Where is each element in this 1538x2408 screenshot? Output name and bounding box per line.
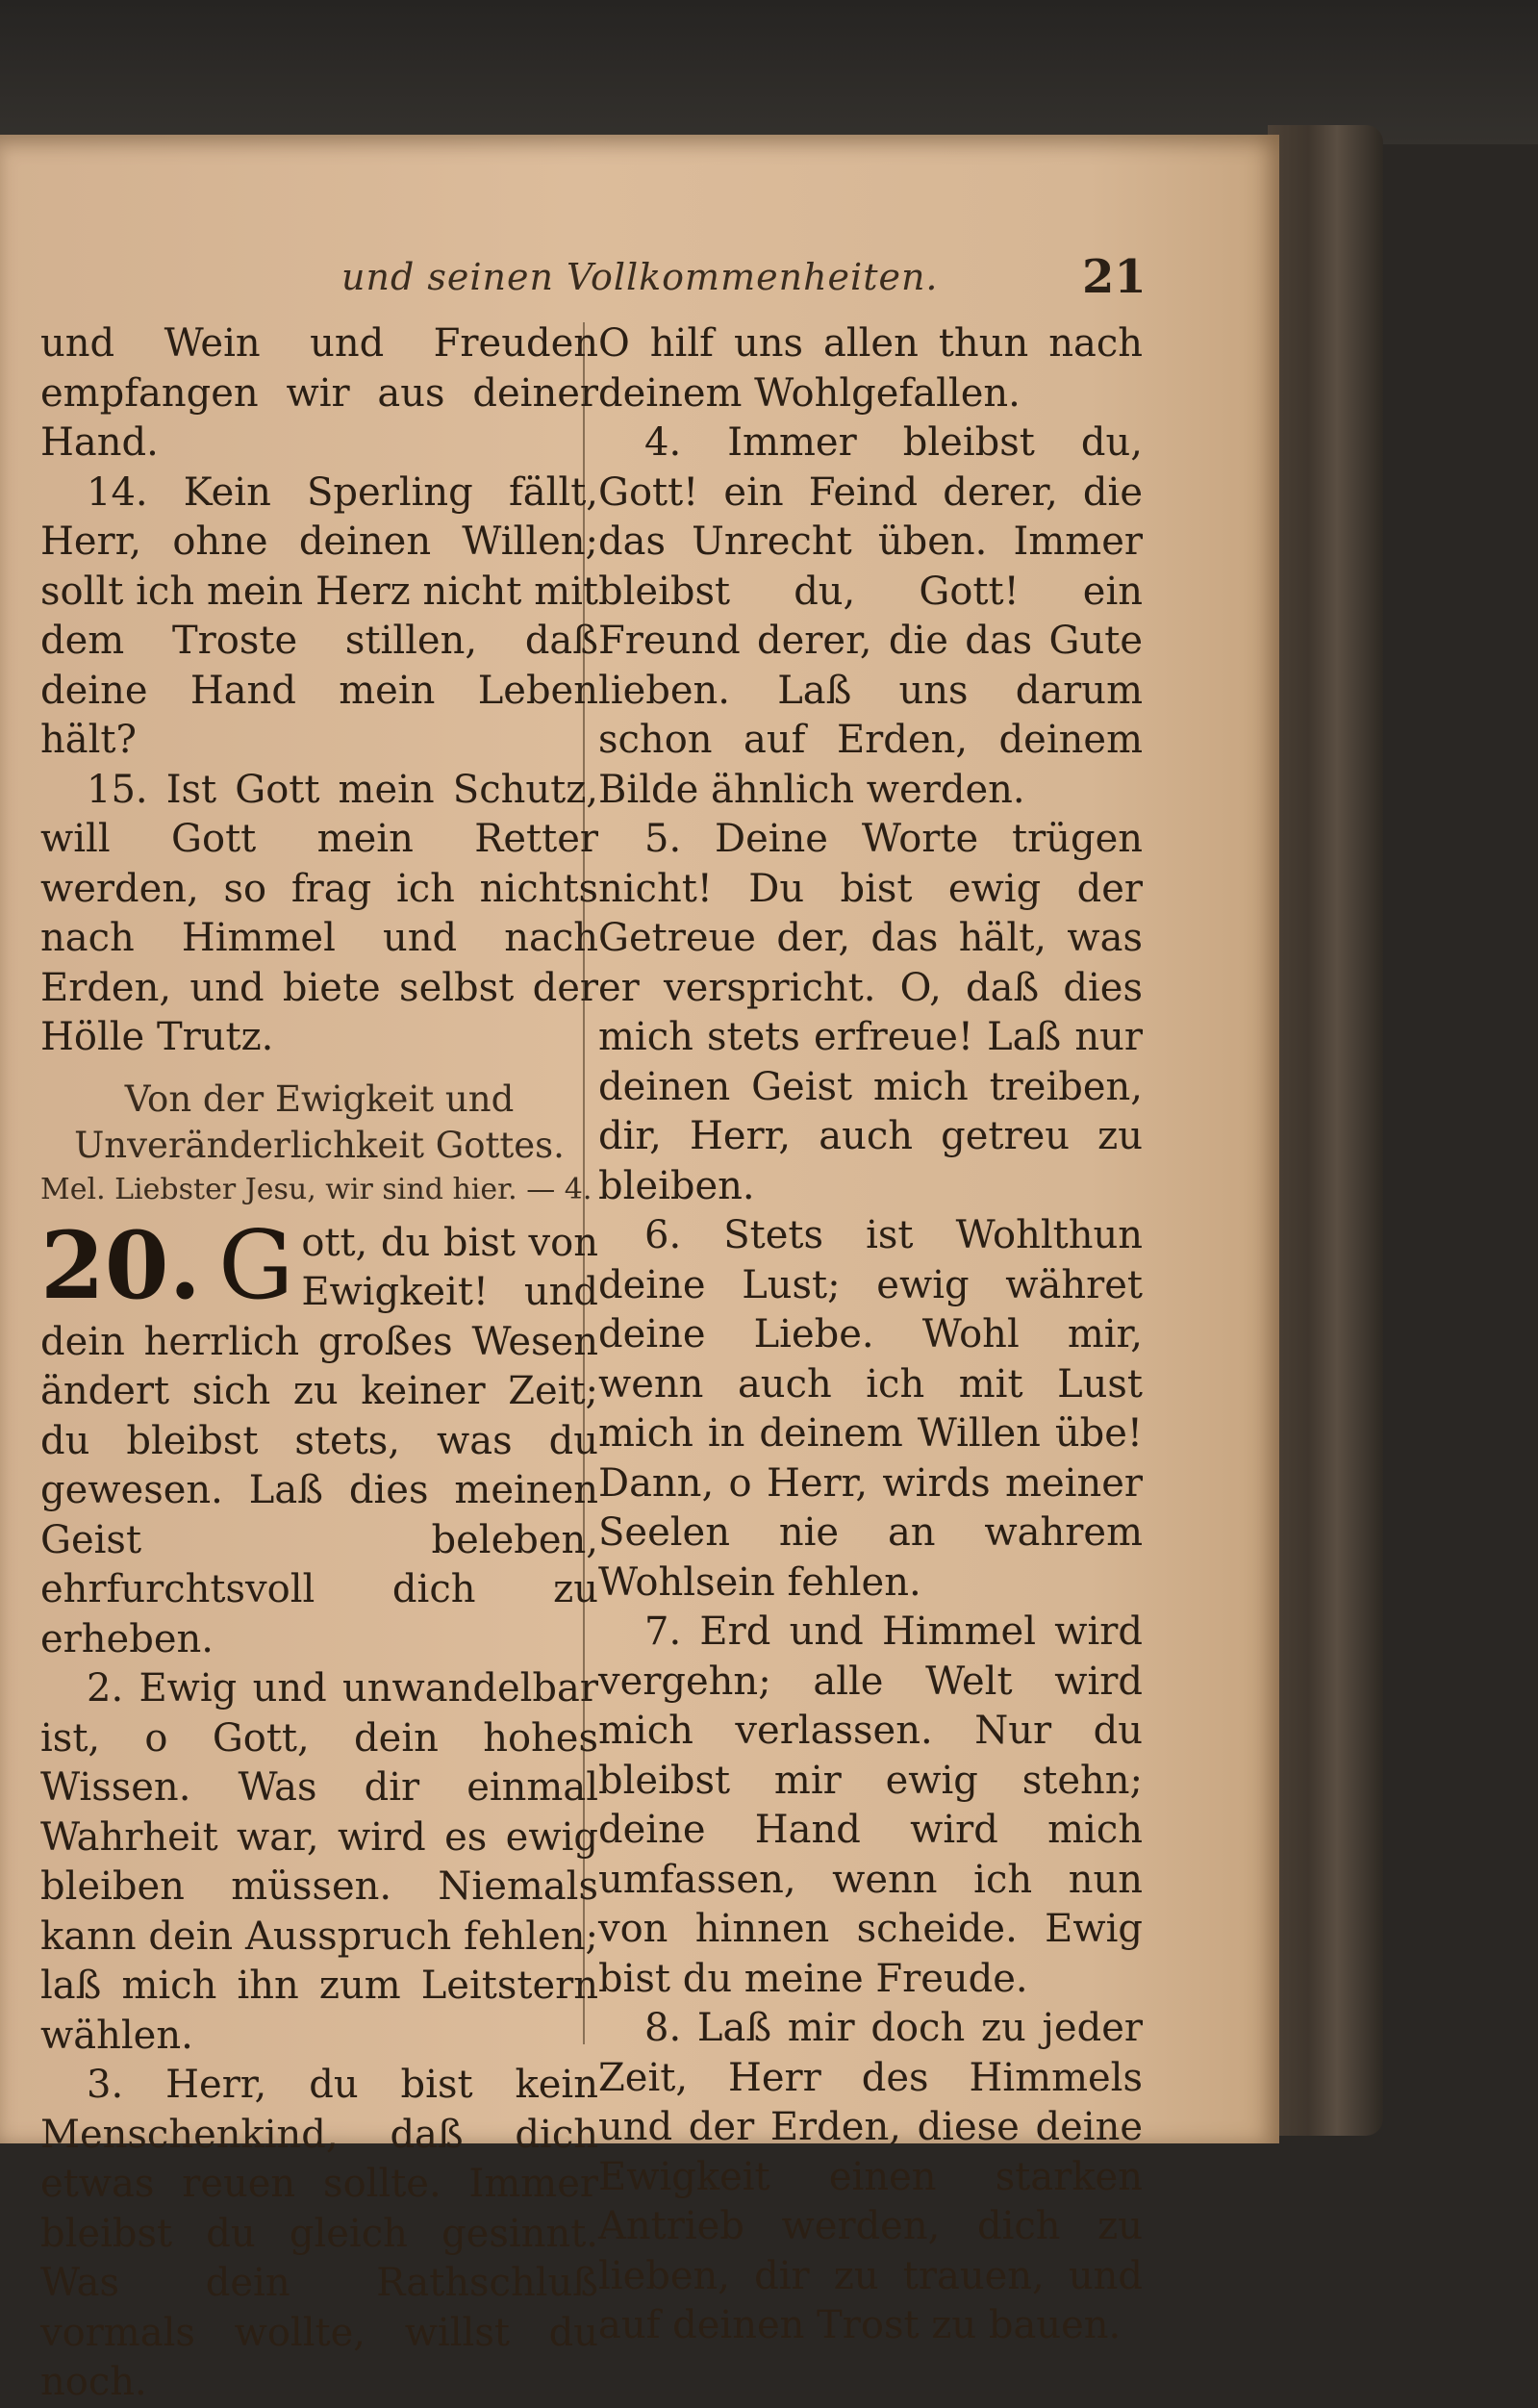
book-spine-edge	[1268, 125, 1383, 2136]
right-column	[598, 319, 1143, 2351]
left-column	[40, 319, 598, 2408]
drop-cap: G	[218, 1210, 294, 1321]
hymn-20-start	[40, 1210, 598, 1665]
hymn-20-verse-2: 2. Ewig und unwandelbar ist, o Gott, dein hohes Wissen. Was dir einmal Wahrheit war, wird es ewig bleiben müssen. Niemals kann dein Ausspruch fehlen; laß mich ihn zum Leitstern wählen.	[40, 1666, 598, 2058]
hymn-20-verse-3: 3. Herr, du bist kein Menschenkind, daß dich etwas reuen sollte. Immer bleibst du gleich gesinnt. Was dein Rathschluß vormals wollte, willst du noch.	[40, 2063, 598, 2404]
verse-15: 15. Ist Gott mein Schutz, will Gott mein Retter werden, so frag ich nichts nach Himmel und nach Erden, und biete selbst der Hölle Trutz.	[40, 767, 598, 1059]
page-number: 21	[1082, 250, 1147, 304]
hymn-20-verse-7: 7. Erd und Himmel wird vergehn; alle Welt wird mich verlassen. Nur du bleibst mir ewig stehn; deine Hand wird mich umfassen, wenn ich nun von hinnen scheide. Ewig bist du meine Freude.	[598, 1610, 1143, 2001]
hymn-20-verse-8: 8. Laß mir doch zu jeder Zeit, Herr des Himmels und der Erden, diese deine Ewigkeit einen starken Antrieb werden, dich zu lieben, dir zu trauen, und auf deinen Trost zu bauen.	[598, 2006, 1143, 2347]
background-top	[0, 0, 1538, 144]
hymn-20-verse-6: 6. Stets ist Wohlthun deine Lust; ewig währet deine Liebe. Wohl mir, wenn auch ich mit Lust mich in deinem Willen übe! Dann, o Herr, wirds meiner Seelen nie an wahrem Wohlsein fehlen.	[598, 1213, 1143, 1605]
hymn-number: 20.	[40, 1210, 202, 1320]
running-title: und seinen Vollkommenheiten.	[341, 256, 939, 298]
melody-line: Mel. Liebster Jesu, wir sind hier. — 4.	[40, 1172, 593, 1206]
verse-3-continuation: O hilf uns allen thun nach deinem Wohlgefallen.	[598, 321, 1143, 416]
hymn-section-heading: Von der Ewigkeit und Unveränderlichkeit Gottes.	[74, 1077, 565, 1166]
hymn-20-verse-4: 4. Immer bleibst du, Gott! ein Feind derer, die das Unrecht üben. Immer bleibst du, Gott! ein Freund derer, die das Gute lieben. Laß uns darum schon auf Erden, deinem Bilde ähnlich werden.	[598, 420, 1143, 812]
verse-continuation: und Wein und Freuden empfangen wir aus deiner Hand.	[40, 321, 598, 465]
page-header	[0, 250, 1279, 314]
verse-14: 14. Kein Sperling fällt, Herr, ohne deinen Willen; sollt ich mein Herz nicht mit dem Troste stillen, daß deine Hand mein Leben hält?	[40, 469, 598, 762]
hymn-20-verse-1: ott, du bist von Ewigkeit! und dein herrlich großes Wesen ändert sich zu keiner Zeit; du bleibst stets, was du gewesen. Laß dies meinen Geist beleben, ehrfurchtsvoll dich zu erheben.	[40, 1220, 598, 1661]
hymn-20-verse-5: 5. Deine Worte trügen nicht! Du bist ewig der Getreue der, das hält, was er verspricht. O, daß dies mich stets erfreue! Laß nur deinen Geist mich treiben, dir, Herr, auch getreu zu bleiben.	[598, 817, 1143, 1208]
